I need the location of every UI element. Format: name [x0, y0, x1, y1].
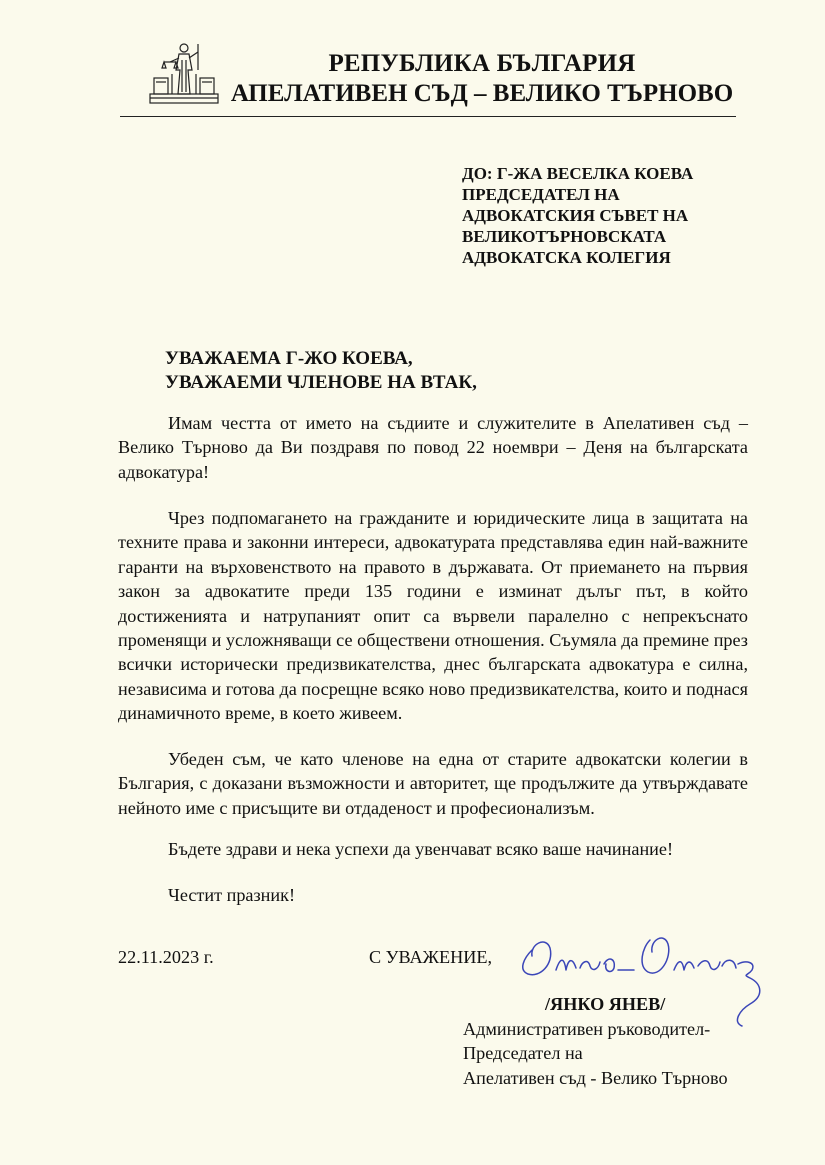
body-paragraph-conviction: Убеден съм, че като членове на една от старите адвокатски колегии в България, с доказани възможности и авторитет, ще продължите да утвърждавате нейното име с присъщите ви отдаденост и професионализъм. [118, 749, 748, 818]
court-emblem-icon [148, 40, 220, 106]
salutation-line-2: УВАЖАЕМИ ЧЛЕНОВЕ НА ВТАК, [165, 372, 477, 393]
closing-regards: С УВАЖЕНИЕ, [369, 947, 493, 967]
signer-title-line: Председател на [463, 1043, 583, 1064]
addressee-line: АДВОКАТСКА КОЛЕГИЯ [462, 248, 671, 267]
signer-name: /ЯНКО ЯНЕВ/ [545, 994, 666, 1014]
country-title: РЕПУБЛИКА БЪЛГАРИЯ [328, 50, 636, 77]
letter-date: 22.11.2023 г. [118, 947, 214, 967]
signer-title-line: Административен ръководител- [463, 1019, 711, 1039]
addressee-line: ДО: Г-ЖА ВЕСЕЛКА КОЕВА [462, 164, 694, 183]
body-paragraph-congrats: Честит празник! [168, 885, 296, 905]
signer-title-line: Апелативен съд - Велико Търново [463, 1067, 728, 1088]
body-paragraph-main: Чрез подпомагането на гражданите и юридическите лица в защитата на техните права и законни интереси, адвокатурата представлява един най-важните гаранти на върховенството на правото в държавата. От приемането на първия закон за адвокатите преди 135 години е изминат дълъг път, в който достиженията и натрупаният опит са вървели паралелно с непрекъснато променящи и усложняващи се обществени отношения. Съумяла да премине през всички исторически предизвикателства, днес българската адвокатура е силна, независима и готова да посрещне всяко ново предизвикателства, които и поднася динамичното време, в което живеем. [118, 508, 748, 724]
body-paragraph-wishes: Бъдете здрави и нека успехи да увенчават всяко ваше начинание! [168, 839, 674, 859]
addressee-line: ВЕЛИКОТЪРНОВСКАТА [462, 227, 667, 246]
body-paragraph-greeting: Имам честта от името на съдиите и служителите в Апелативен съд – Велико Търново да Ви поздравя по повод 22 ноември – Деня на българската адвокатура! [118, 413, 748, 482]
signer-title [463, 1017, 783, 1090]
salutation [165, 347, 665, 395]
addressee-block [462, 163, 762, 268]
header-divider [120, 116, 736, 117]
handwritten-signature [510, 918, 780, 1033]
addressee-line: ПРЕДСЕДАТЕЛ НА [462, 185, 620, 204]
court-title: АПЕЛАТИВЕН СЪД – ВЕЛИКО ТЪРНОВО [230, 80, 734, 107]
addressee-line: АДВОКАТСКИЯ СЪВЕТ НА [462, 206, 689, 225]
salutation-line-1: УВАЖАЕМА Г-ЖО КОЕВА, [165, 348, 413, 369]
